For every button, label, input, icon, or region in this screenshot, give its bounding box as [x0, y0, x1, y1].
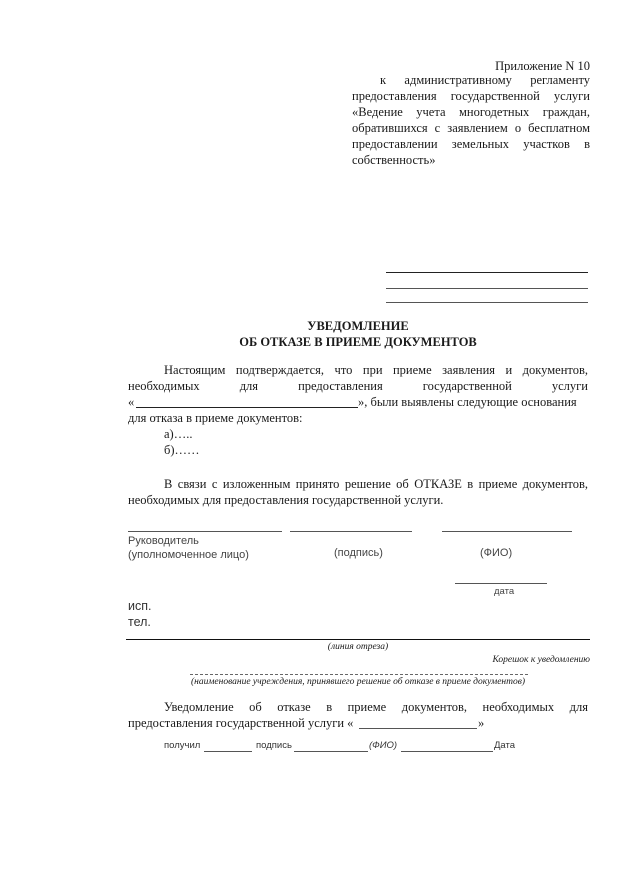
date-label: дата [494, 586, 515, 597]
stub-notice-line1: Уведомление об отказе в приеме документов, необходимых для [164, 700, 588, 714]
role-line2: (уполномоченное лицо) [128, 549, 249, 561]
heading-line1: УВЕДОМЛЕНИЕ [307, 319, 409, 333]
paragraph-decision [128, 476, 588, 508]
stub-fio-label: (ФИО) [369, 740, 398, 751]
stub-signature-blank [294, 751, 368, 752]
cut-line-label: (линия отреза) [327, 642, 389, 652]
institution-label: (наименование учреждения, принявшего решение об отказе в приеме документов) [190, 677, 526, 687]
stub-notice-line2 [128, 715, 588, 731]
appendix-line: «Ведение учета многодетных граждан, [352, 105, 590, 119]
p1-line3-end: », были выявлены следующие основания [358, 395, 577, 409]
quote-open: « [128, 395, 135, 409]
received-label: получил [164, 740, 201, 751]
role-line [128, 531, 282, 532]
p1-line2: необходимых для предоставления государственной услуги [128, 379, 588, 393]
p2-line1: В связи с изложенным принято решение об ОТКАЗЕ в приеме документов, [164, 477, 588, 491]
fio-line [442, 531, 572, 532]
cut-line [126, 639, 590, 640]
signature-role [128, 534, 328, 562]
appendix-block [352, 72, 590, 168]
p1-line1: Настоящим подтверждается, что при приеме заявления и документов, [164, 363, 588, 377]
addressee-line [386, 302, 588, 303]
stub-signature-label: подпись [256, 740, 292, 751]
quote-close: » [478, 716, 485, 730]
date-line [455, 583, 547, 584]
stub-title: Корешок к уведомлению [492, 655, 590, 665]
appendix-line: предоставления государственной услуги [352, 89, 590, 103]
role-line1: Руководитель [128, 535, 199, 547]
phone-label: тел. [128, 615, 151, 629]
received-blank [204, 751, 252, 752]
addressee-line [386, 288, 588, 289]
appendix-line: обратившихся с заявлением о бесплатном [352, 121, 590, 135]
appendix-line: собственность» [352, 153, 436, 167]
appendix-line: предоставлении земельных участков в [352, 137, 590, 151]
stub-fio-blank [401, 751, 493, 752]
item-b: б)…… [164, 443, 200, 457]
signature-line [290, 531, 412, 532]
document-heading [128, 318, 588, 350]
appendix-line: к административному регламенту [380, 73, 590, 87]
heading-line2: ОБ ОТКАЗЕ В ПРИЕМЕ ДОКУМЕНТОВ [239, 335, 477, 349]
stub-notice [128, 699, 588, 731]
p1-line4: для отказа в приеме документов: [128, 411, 303, 425]
stub-date-label: Дата [494, 740, 516, 751]
receipt-row [164, 740, 564, 754]
appendix-title: Приложение N 10 [495, 59, 590, 73]
executor-label: исп. [128, 599, 152, 613]
paragraph-grounds [128, 362, 588, 458]
signature-label: (подпись) [334, 547, 383, 559]
stub-service-blank [359, 728, 477, 729]
service-name-blank [136, 407, 358, 408]
stub-notice-line2-start: предоставления государственной услуги « [128, 716, 354, 730]
p1-line3 [128, 394, 588, 410]
institution-line [190, 674, 528, 675]
addressee-line [386, 272, 588, 273]
fio-label: (ФИО) [480, 547, 513, 559]
p2-line2: необходимых для предоставления государственной услуги. [128, 493, 444, 507]
item-a: а)….. [164, 427, 193, 441]
